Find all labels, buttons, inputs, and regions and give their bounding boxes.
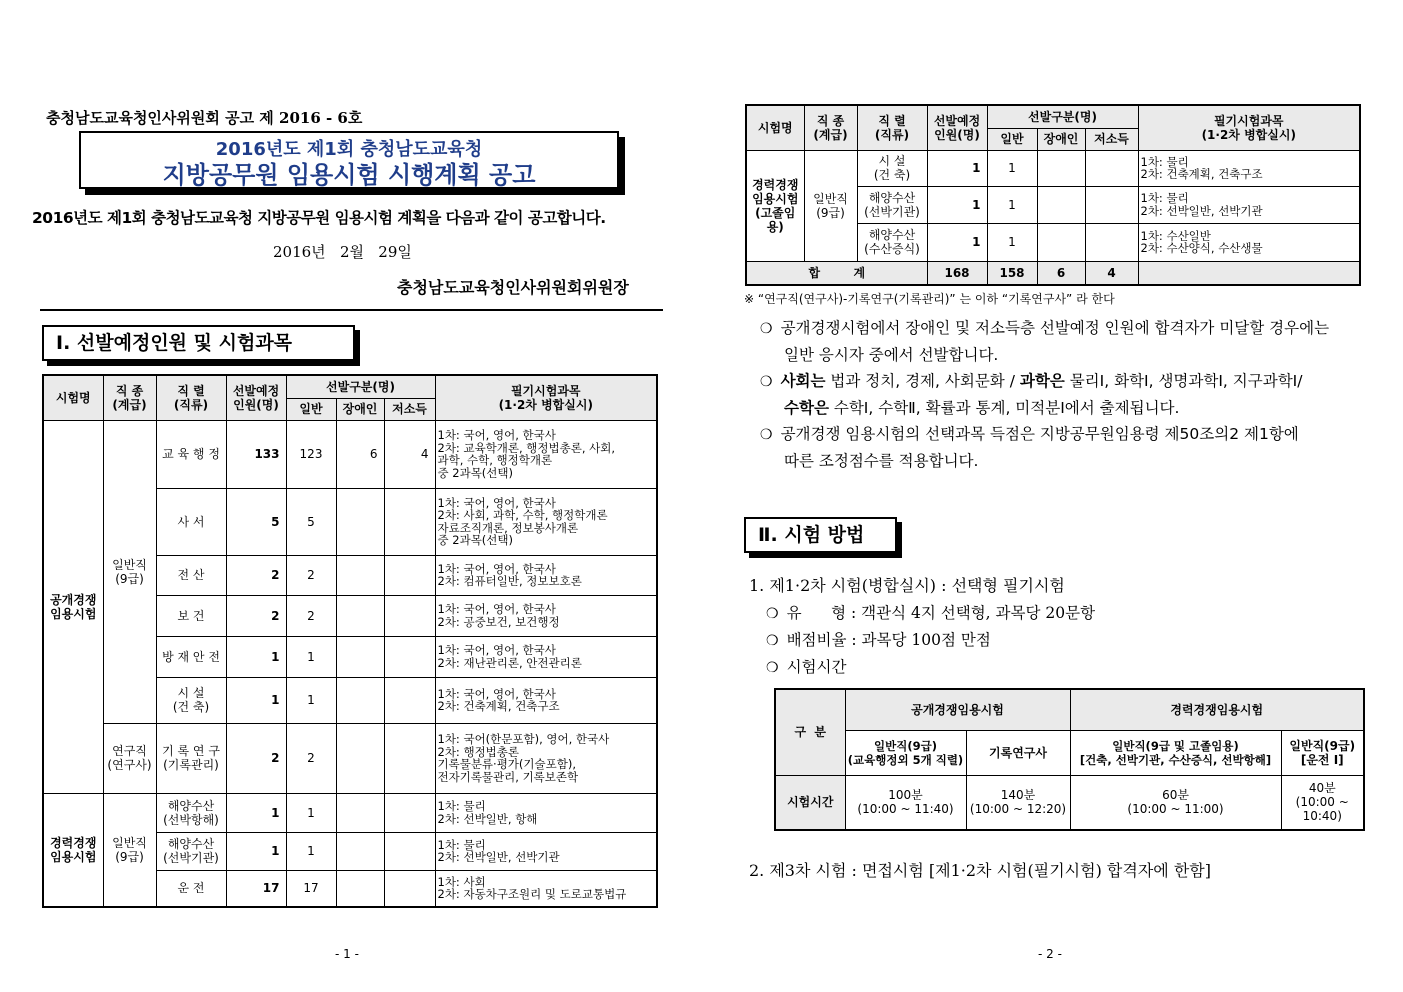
bullet-text: 수학Ⅰ, 수학Ⅱ, 확률과 통계, 미적분Ⅰ에서 출제됩니다.	[828, 399, 1180, 417]
subjects-cell: 1차: 물리 2차: 선박일반, 선박기관	[435, 832, 657, 870]
planned-cell: 2	[226, 555, 286, 595]
bullet-circle-icon: ❍	[766, 660, 779, 676]
bullet-text: 물리Ⅰ, 화학Ⅰ, 생명과학Ⅰ, 지구과학Ⅰ/	[1064, 372, 1303, 390]
general-cell: 2	[286, 595, 336, 636]
series-cell: 시 설 (건 축)	[857, 150, 927, 186]
time-cell: 140분 (10:00 ~ 12:20)	[966, 775, 1070, 830]
bullet-2-line-b	[760, 395, 1370, 421]
series-cell: 해양수산 (선박기관)	[156, 832, 226, 870]
total-planned: 168	[927, 261, 987, 285]
total-disabled: 6	[1037, 261, 1085, 285]
row-label-time: 시험시간	[775, 775, 845, 830]
disabled-cell	[336, 677, 384, 723]
bullet-list	[760, 315, 1370, 474]
bullet-3-line-b: 따른 조정점수를 적용합니다.	[784, 452, 979, 470]
series-cell: 해양수산 (선박항해)	[156, 793, 226, 832]
table-row	[43, 793, 657, 832]
bullet-circle-icon: ❍	[766, 606, 779, 622]
table-row	[746, 150, 1360, 186]
header-general9: 일반직(9급) (교육행정외 5개 직렬)	[845, 730, 966, 775]
section-2-title: Ⅱ. 시험 방법	[744, 517, 897, 553]
subjects-cell: 1차: 물리 2차: 선박일반, 항해	[435, 793, 657, 832]
bullet-text: 공개경쟁 임용시험의 선택과목 득점은 지방공무원임용령 제50조의2 제1항에	[780, 425, 1299, 443]
general-cell: 1	[286, 832, 336, 870]
type-cell: 일반직 (9급)	[103, 420, 156, 723]
sub-text: 유 형 : 객관식 4지 선택형, 과목당 20문항	[786, 604, 1096, 622]
page-number-2: - 2 -	[1038, 947, 1062, 961]
lowincome-cell	[384, 488, 435, 555]
planned-cell: 1	[226, 832, 286, 870]
header-exam: 시험명	[746, 105, 804, 150]
disabled-cell	[336, 595, 384, 636]
table-row	[43, 723, 657, 793]
header-lowincome: 저소득	[384, 398, 435, 420]
total-lowincome: 4	[1085, 261, 1138, 285]
planned-cell: 1	[226, 677, 286, 723]
time-cell: 60분 (10:00 ~ 11:00)	[1070, 775, 1281, 830]
series-cell: 기 록 연 구 (기록관리)	[156, 723, 226, 793]
lowincome-cell	[384, 870, 435, 907]
general-cell: 1	[286, 677, 336, 723]
header-disabled: 장애인	[1037, 128, 1085, 150]
lowincome-cell: 4	[384, 420, 435, 488]
series-cell: 해양수산 (수산증식)	[857, 223, 927, 261]
series-cell: 교 육 행 정	[156, 420, 226, 488]
bullet-3-line-a	[760, 421, 1370, 448]
series-cell: 시 설 (건 축)	[156, 677, 226, 723]
general-cell: 2	[286, 555, 336, 595]
bullet-text: 법과 정치, 경제, 사회문화 /	[825, 372, 1020, 390]
bullet-circle-icon: ❍	[760, 427, 773, 443]
header-general: 일반	[987, 128, 1037, 150]
disabled-cell	[1037, 223, 1085, 261]
lowincome-cell	[1085, 223, 1138, 261]
exam-open-cell: 공개경쟁 임용시험	[43, 420, 103, 793]
career-table	[745, 104, 1361, 286]
series-cell: 사 서	[156, 488, 226, 555]
subjects-cell: 1차: 사회 2차: 자동차구조원리 및 도로교통법규	[435, 870, 657, 907]
header-type: 직 종 (계급)	[804, 105, 857, 150]
header-division: 구 분	[775, 689, 845, 775]
header-driving: 일반직(9급) [운전 Ⅰ]	[1281, 730, 1364, 775]
header-general9-career: 일반직(9급 및 고졸임용) [건축, 선박기관, 수산증식, 선박항해]	[1070, 730, 1281, 775]
bullet-bold: 수학은	[784, 399, 829, 417]
planned-cell: 1	[927, 223, 987, 261]
bullet-1-line-a	[760, 315, 1370, 342]
planned-cell: 1	[927, 186, 987, 223]
signer: 충청남도교육청인사위원회위원장	[397, 278, 629, 297]
header-disabled: 장애인	[336, 398, 384, 420]
header-open: 공개경쟁임용시험	[845, 689, 1070, 730]
subjects-cell: 1차: 물리 2차: 선박일반, 선박기관	[1138, 186, 1360, 223]
general-cell: 1	[987, 150, 1037, 186]
general-cell: 123	[286, 420, 336, 488]
series-cell: 해양수산 (선박기관)	[857, 186, 927, 223]
type-cell: 일반직 (9급)	[804, 150, 857, 261]
section-1-title: Ⅰ. 선발예정인원 및 시험과목	[42, 325, 355, 361]
footnote: ※ “연구직(연구사)-기록연구(기록관리)” 는 이하 “기록연구사” 라 한다	[744, 292, 1115, 306]
type-cell: 일반직 (9급)	[103, 793, 156, 907]
disabled-cell	[1037, 186, 1085, 223]
disabled-cell	[336, 723, 384, 793]
subjects-cell: 1차: 국어, 영어, 한국사 2차: 건축계획, 건축구조	[435, 677, 657, 723]
lowincome-cell	[384, 595, 435, 636]
method-item-2: 2. 제3차 시험 : 면접시험 [제1·2차 시험(필기시험) 합격자에 한함]	[749, 861, 1211, 880]
title-line-1: 2016년도 제1회 충청남도교육청	[215, 139, 483, 160]
selection-table	[42, 374, 658, 908]
header-category: 선발구분(명)	[286, 375, 435, 398]
subjects-cell: 1차: 국어, 영어, 한국사 2차: 교육학개론, 행정법총론, 사회, 과학, 수학, 행정학개론 중 2과목(선택)	[435, 420, 657, 488]
notice-number: 충청남도교육청인사위원회 공고 제 2016 - 6호	[46, 109, 363, 127]
table-row	[43, 420, 657, 488]
bullet-1-line-b: 일반 응시자 중에서 선발합니다.	[784, 346, 999, 364]
planned-cell: 2	[226, 595, 286, 636]
disabled-cell	[336, 793, 384, 832]
header-series: 직 렬 (직류)	[857, 105, 927, 150]
disabled-cell	[336, 488, 384, 555]
series-cell: 보 건	[156, 595, 226, 636]
bullet-text: 공개경쟁시험에서 장애인 및 저소득층 선발예정 인원에 합격자가 미달할 경우에는	[780, 319, 1330, 337]
subjects-cell: 1차: 수산일반 2차: 수산양식, 수산생물	[1138, 223, 1360, 261]
subjects-cell: 1차: 국어, 영어, 한국사 2차: 공중보건, 보건행정	[435, 595, 657, 636]
subjects-cell: 1차: 국어, 영어, 한국사 2차: 사회, 과학, 수학, 행정학개론 자료조직개론, 정보봉사개론 중 2과목(선택)	[435, 488, 657, 555]
method-sub-1	[766, 600, 1095, 627]
planned-cell: 1	[226, 636, 286, 677]
lowincome-cell	[384, 832, 435, 870]
general-cell: 1	[987, 186, 1037, 223]
exam-career-cell: 경력경쟁 임용시험 (고졸임용)	[746, 150, 804, 261]
method-item-1: 1. 제1·2차 시험(병합실시) : 선택형 필기시험	[749, 576, 1065, 595]
disabled-cell: 6	[336, 420, 384, 488]
method-sub-3	[766, 654, 1095, 681]
header-type: 직 종 (계급)	[103, 375, 156, 420]
title-box	[79, 131, 619, 189]
planned-cell: 5	[226, 488, 286, 555]
planned-cell: 2	[226, 723, 286, 793]
header-planned: 선발예정 인원(명)	[927, 105, 987, 150]
bullet-bold: 과학은	[1019, 372, 1065, 390]
disabled-cell	[1037, 150, 1085, 186]
header-subjects: 필기시험과목 (1·2차 병합실시)	[435, 375, 657, 420]
time-cell: 100분 (10:00 ~ 11:40)	[845, 775, 966, 830]
bullet-2-line-a	[760, 368, 1370, 395]
total-general: 158	[987, 261, 1037, 285]
header-general: 일반	[286, 398, 336, 420]
method-sub-2	[766, 627, 1095, 654]
general-cell: 1	[286, 636, 336, 677]
header-series: 직 렬 (직류)	[156, 375, 226, 420]
table-row	[775, 775, 1364, 830]
header-category: 선발구분(명)	[987, 105, 1138, 128]
lowincome-cell	[384, 636, 435, 677]
disabled-cell	[336, 832, 384, 870]
bullet-circle-icon: ❍	[760, 321, 773, 337]
sub-text: 시험시간	[786, 658, 847, 676]
lowincome-cell	[1085, 186, 1138, 223]
subjects-cell: 1차: 국어(한문포함), 영어, 한국사 2차: 행정법총론 기록물분류·평가(기술포함), 전자기록물관리, 기록보존학	[435, 723, 657, 793]
total-row	[746, 261, 1360, 285]
subjects-cell: 1차: 물리 2차: 건축계획, 건축구조	[1138, 150, 1360, 186]
header-archivist: 기록연구사	[966, 730, 1070, 775]
header-career: 경력경쟁임용시험	[1070, 689, 1364, 730]
planned-cell: 1	[226, 793, 286, 832]
divider	[40, 309, 663, 311]
page-number-1: - 1 -	[335, 947, 359, 961]
sub-text: 배점비율 : 과목당 100점 만점	[786, 631, 991, 649]
title-line-2: 지방공무원 임용시험 시행계획 공고	[162, 161, 536, 189]
subjects-cell: 1차: 국어, 영어, 한국사 2차: 재난관리론, 안전관리론	[435, 636, 657, 677]
series-cell: 전 산	[156, 555, 226, 595]
subjects-cell: 1차: 국어, 영어, 한국사 2차: 컴퓨터일반, 정보보호론	[435, 555, 657, 595]
bullet-bold: 사회는	[780, 372, 826, 390]
bullet-circle-icon: ❍	[766, 633, 779, 649]
lowincome-cell	[1085, 150, 1138, 186]
disabled-cell	[336, 870, 384, 907]
bullet-circle-icon: ❍	[760, 374, 773, 390]
header-exam: 시험명	[43, 375, 103, 420]
planned-cell: 17	[226, 870, 286, 907]
series-cell: 운 전	[156, 870, 226, 907]
series-cell: 방 재 안 전	[156, 636, 226, 677]
lowincome-cell	[384, 555, 435, 595]
notice-date: 2016년 2월 29일	[273, 243, 412, 261]
general-cell: 5	[286, 488, 336, 555]
type-cell: 연구직 (연구사)	[103, 723, 156, 793]
general-cell: 17	[286, 870, 336, 907]
planned-cell: 133	[226, 420, 286, 488]
total-subjects	[1138, 261, 1360, 285]
lowincome-cell	[384, 677, 435, 723]
lowincome-cell	[384, 723, 435, 793]
exam-time-table	[774, 688, 1365, 831]
header-planned: 선발예정 인원(명)	[226, 375, 286, 420]
header-lowincome: 저소득	[1085, 128, 1138, 150]
lowincome-cell	[384, 793, 435, 832]
general-cell: 1	[987, 223, 1037, 261]
method-sublist	[766, 600, 1095, 681]
exam-career-cell: 경력경쟁 임용시험	[43, 793, 103, 907]
header-subjects: 필기시험과목 (1·2차 병합실시)	[1138, 105, 1360, 150]
intro-text: 2016년도 제1회 충청남도교육청 지방공무원 임용시험 계획을 다음과 같이 공고합니다.	[32, 209, 606, 227]
total-label: 합 계	[746, 261, 927, 285]
planned-cell: 1	[927, 150, 987, 186]
disabled-cell	[336, 555, 384, 595]
general-cell: 1	[286, 793, 336, 832]
time-cell: 40분 (10:00 ~ 10:40)	[1281, 775, 1364, 830]
disabled-cell	[336, 636, 384, 677]
general-cell: 2	[286, 723, 336, 793]
